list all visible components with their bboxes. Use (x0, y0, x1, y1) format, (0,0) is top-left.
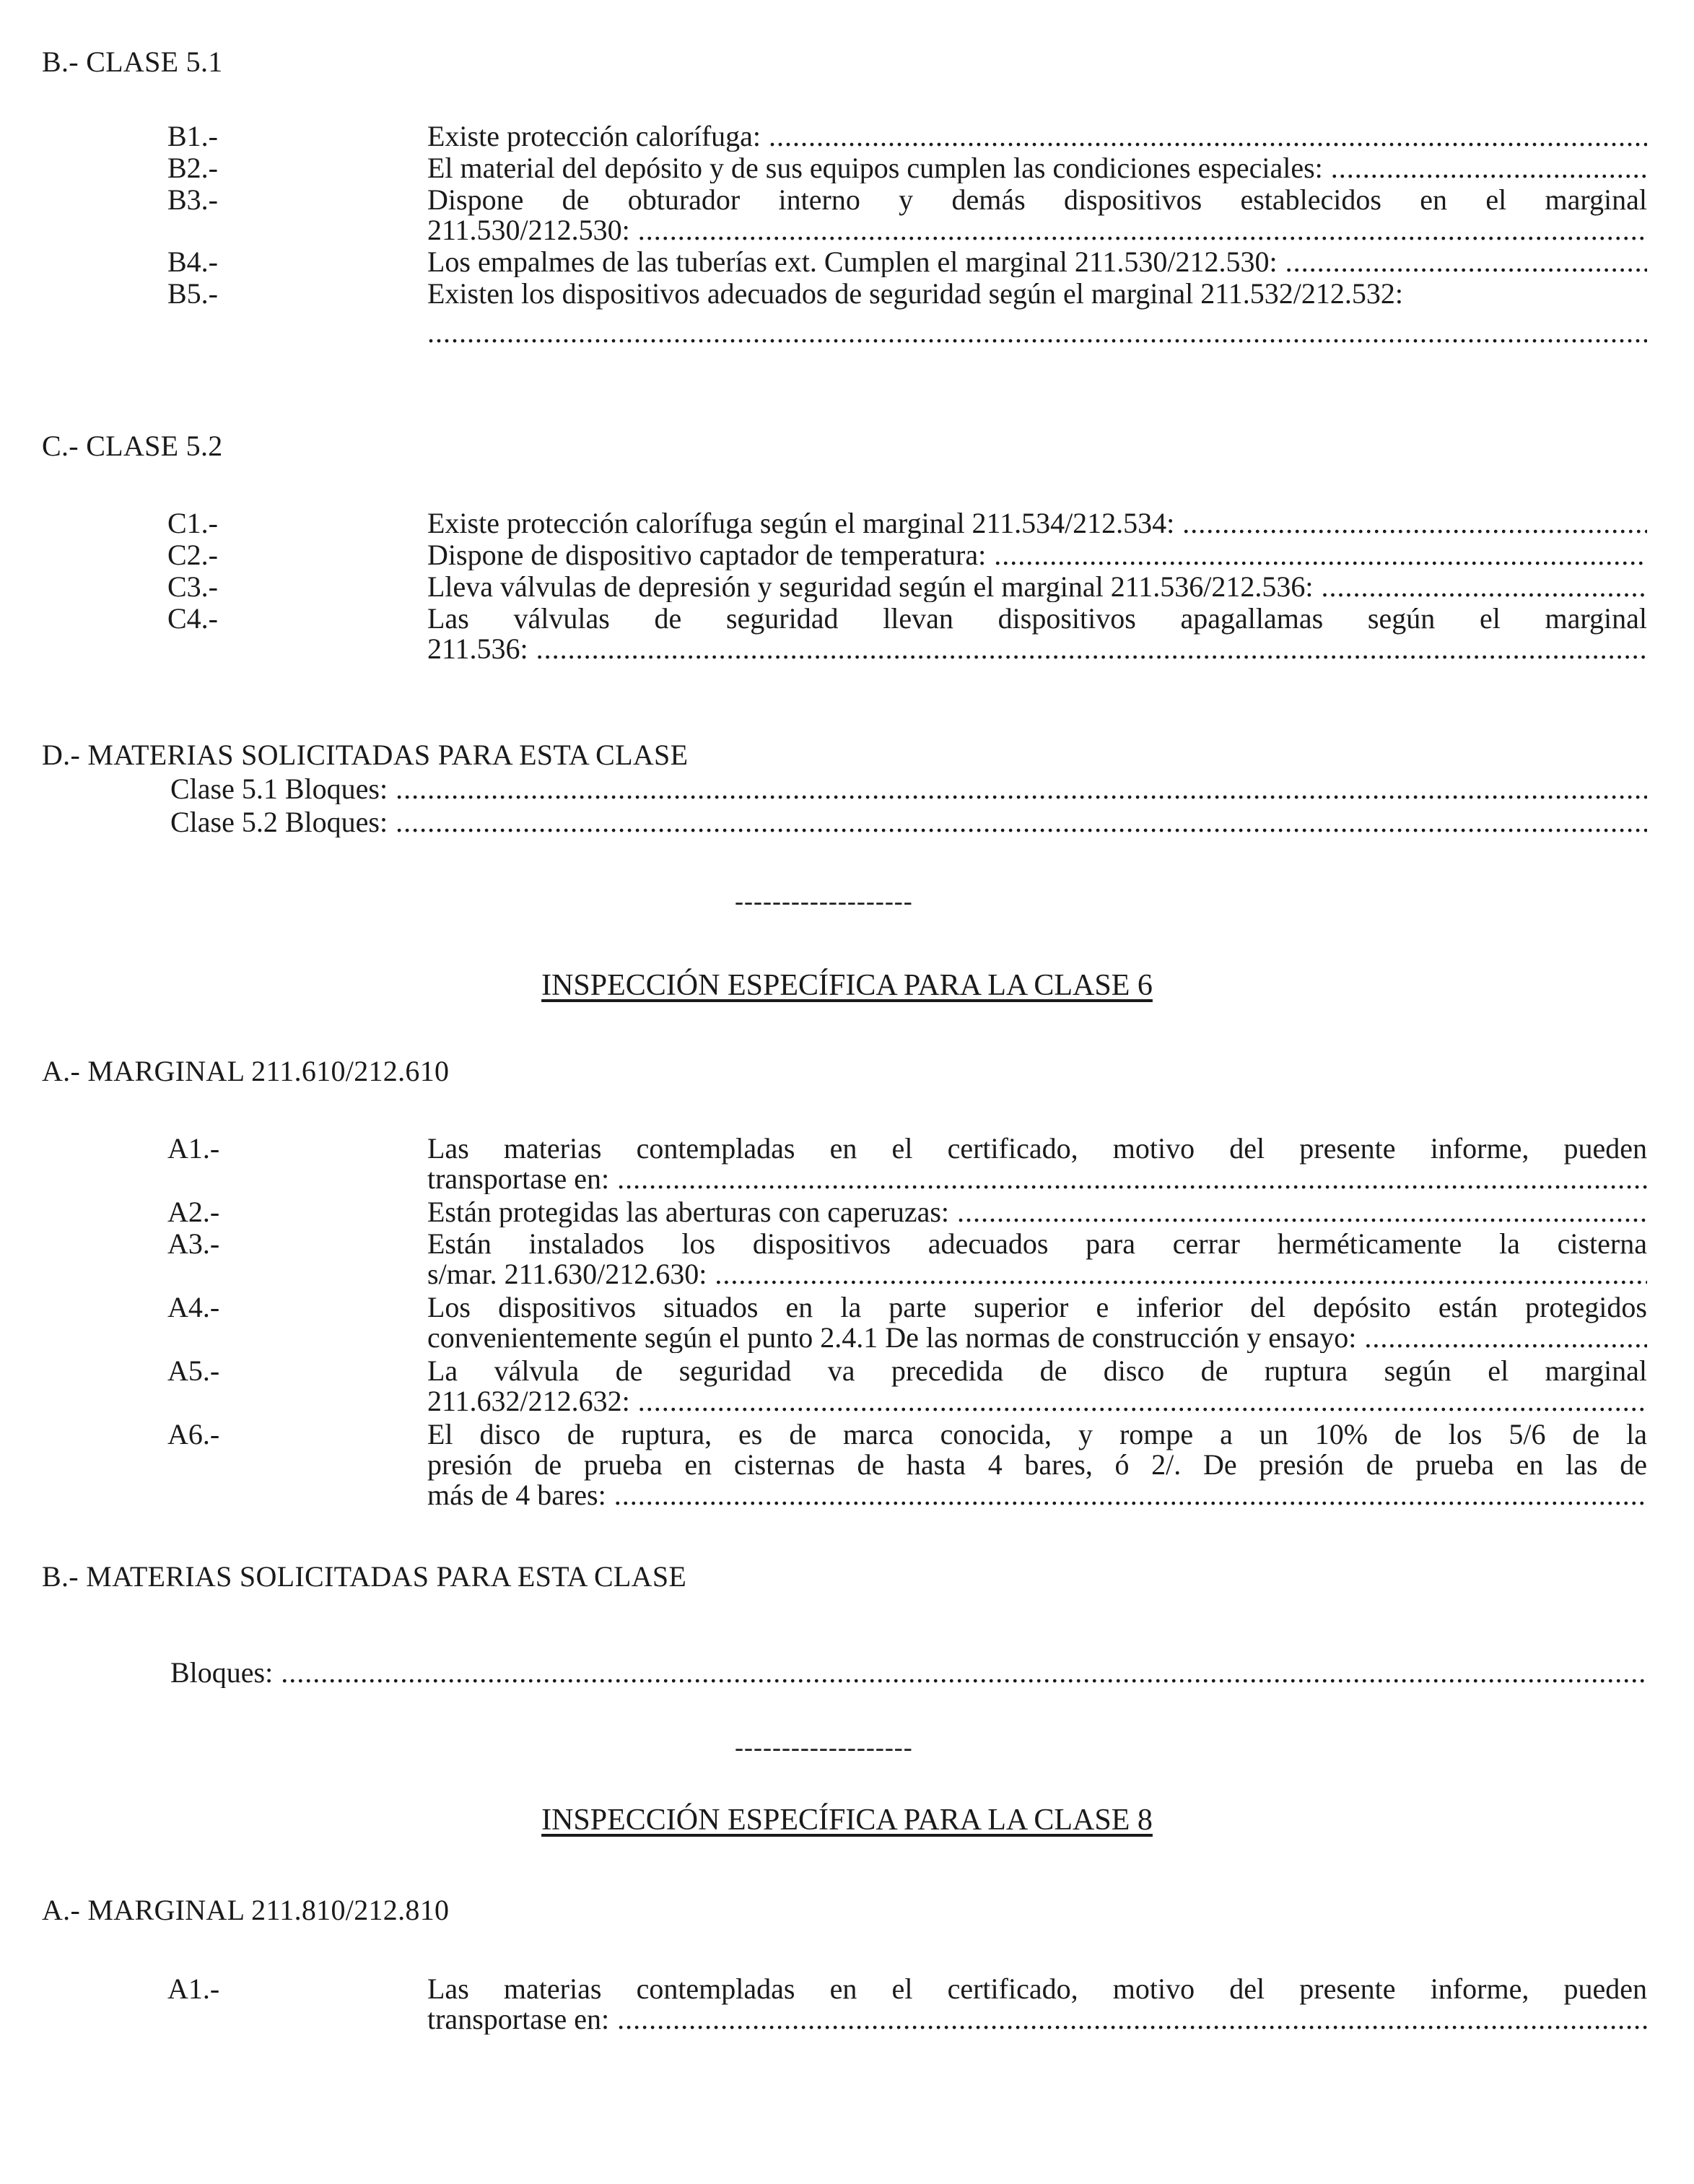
item-line: Lleva válvulas de depresión y seguridad según el marginal 211.536/212.536: ..... (427, 572, 1647, 602)
item-line: Existe protección calorífuga: ..... (427, 121, 1647, 152)
item-text (427, 185, 1647, 245)
item-line: La válvula de seguridad va precedida de disco de ruptura según el marginal (427, 1356, 1647, 1387)
item-line: transportase en: ..... (427, 2004, 1647, 2035)
item-code: B2.- (167, 152, 218, 184)
title-clase-8: INSPECCIÓN ESPECÍFICA PARA LA CLASE 8 (541, 1804, 1153, 1837)
item-line: Dispone de obturador interno y demás dispositivos establecidos en el marginal (427, 185, 1647, 216)
item-text (427, 247, 1647, 277)
item-line: Los dispositivos situados en la parte superior e inferior del depósito están protegidos (427, 1292, 1647, 1323)
item-code: A3.- (167, 1227, 220, 1260)
item-line: transportase en: ..... (427, 1164, 1647, 1194)
dotted-line (427, 318, 1647, 348)
item-line: Las materias contempladas en el certificado, motivo del presente informe, pueden (427, 1134, 1647, 1165)
item-text (427, 604, 1647, 664)
item-text (427, 1292, 1647, 1353)
item-line: Las materias contempladas en el certificado, motivo del presente informe, pueden (427, 1974, 1647, 2005)
item-code: C4.- (167, 602, 218, 635)
item-text (427, 1356, 1647, 1417)
item-line: Los empalmes de las tuberías ext. Cumplen el marginal 211.530/212.530: ..... (427, 247, 1647, 277)
item-code: B1.- (167, 120, 218, 152)
item-text (427, 508, 1647, 539)
item-code: C2.- (167, 539, 218, 571)
item-code: B5.- (167, 277, 218, 310)
item-text (427, 1197, 1647, 1227)
item-text (427, 153, 1647, 183)
section-heading-a-marginal-610: A.- MARGINAL 211.610/212.610 (42, 1055, 450, 1087)
item-line: El disco de ruptura, es de marca conocida, y rompe a un 10% de los 5/6 de la (427, 1419, 1647, 1450)
item-line: Las válvulas de seguridad llevan dispositivos apagallamas según el marginal (427, 604, 1647, 635)
item-line: Están protegidas las aberturas con caperuzas: ..... (427, 1197, 1647, 1227)
item-line: 211.632/212.632: ..... (427, 1386, 1647, 1417)
item-code: A6.- (167, 1418, 220, 1450)
item-line: presión de prueba en cisternas de hasta 4 bares, ó 2/. De presión de prueba en las de (427, 1448, 1647, 1481)
item-text (427, 279, 1647, 348)
item-line: Existen los dispositivos adecuados de seguridad según el marginal 211.532/212.532: (427, 279, 1404, 310)
section-heading-a-marginal-810: A.- MARGINAL 211.810/212.810 (42, 1894, 450, 1926)
separator: ------------------- (735, 887, 913, 915)
item-code: A5.- (167, 1354, 220, 1387)
item-text (427, 1229, 1647, 1289)
section-heading-c-clase-5-2: C.- CLASE 5.2 (42, 430, 223, 462)
item-code: B3.- (167, 183, 218, 216)
item-text (427, 540, 1647, 570)
item-line: s/mar. 211.630/212.630: ..... (427, 1259, 1647, 1289)
item-text (427, 1134, 1647, 1194)
item-text (427, 1974, 1647, 2035)
item-code: B4.- (167, 245, 218, 278)
item-line: convenientemente según el punto 2.4.1 De las normas de construcción y ensayo: ..... (427, 1323, 1647, 1353)
section-heading-b-materias: B.- MATERIAS SOLICITADAS PARA ESTA CLASE (42, 1560, 687, 1593)
materias-line-clase-5-2: Clase 5.2 Bloques: ..... (170, 807, 1647, 838)
item-code: A4.- (167, 1291, 220, 1323)
item-code: A2.- (167, 1196, 220, 1228)
separator: ------------------- (735, 1733, 913, 1762)
materias-line-bloques: Bloques: ..... (170, 1658, 1647, 1688)
item-code: A1.- (167, 1132, 220, 1165)
item-text (427, 121, 1647, 152)
title-clase-6: INSPECCIÓN ESPECÍFICA PARA LA CLASE 6 (541, 969, 1153, 1002)
section-heading-d-materias: D.- MATERIAS SOLICITADAS PARA ESTA CLASE (42, 739, 689, 771)
item-code: A1.- (167, 1972, 220, 2005)
item-text (427, 572, 1647, 602)
item-code: C1.- (167, 507, 218, 539)
materias-line-clase-5-1: Clase 5.1 Bloques: ..... (170, 774, 1647, 804)
section-heading-b-clase-5-1: B.- CLASE 5.1 (42, 45, 223, 78)
item-line: El material del depósito y de sus equipos cumplen las condiciones especiales: ..... (427, 153, 1647, 183)
item-line: Dispone de dispositivo captador de temperatura: ..... (427, 540, 1647, 570)
item-code: C3.- (167, 570, 218, 603)
item-line: más de 4 bares: ..... (427, 1480, 1647, 1510)
item-line: Están instalados los dispositivos adecuados para cerrar herméticamente la cisterna (427, 1229, 1647, 1260)
item-line: Existe protección calorífuga según el marginal 211.534/212.534: ..... (427, 508, 1647, 539)
item-line: 211.530/212.530: ..... (427, 215, 1647, 245)
item-line: 211.536: ..... (427, 634, 1647, 664)
item-text (427, 1419, 1647, 1510)
